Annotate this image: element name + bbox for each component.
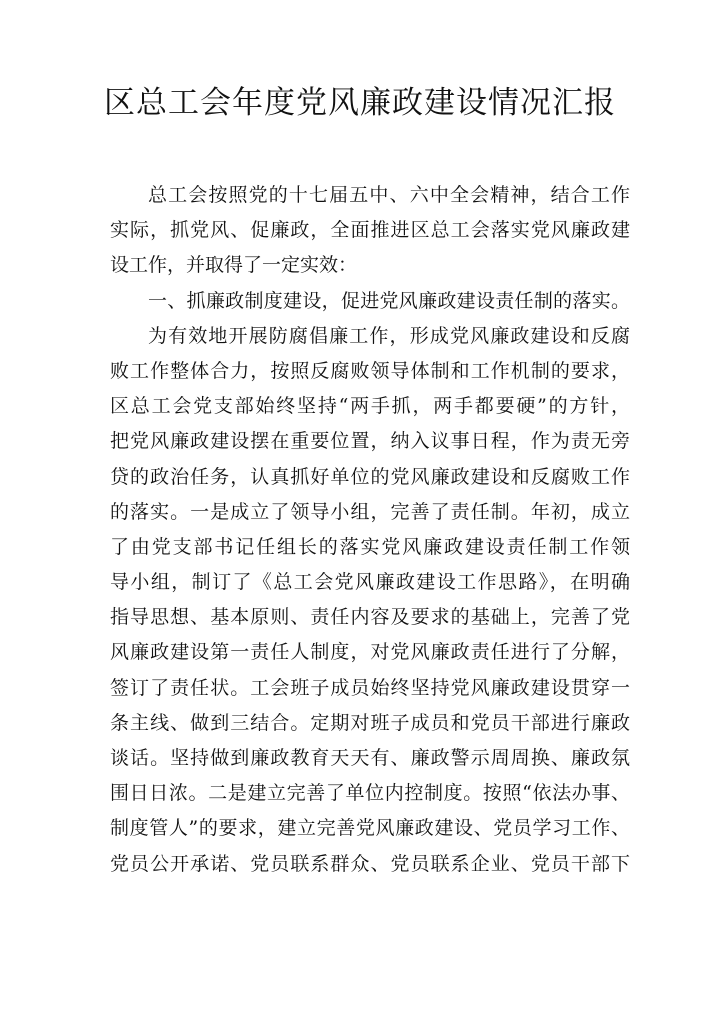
paragraph-line: 总工会按照党的十七届五中、六中全会精神，结合工作 — [148, 184, 630, 206]
paragraph-line: 把党风廉政建设摆在重要位置，纳入议事日程，作为责无旁 — [110, 430, 630, 453]
paragraph-line: 制度管人”的要求，建立完善党风廉政建设、党员学习工作、 — [110, 817, 630, 840]
paragraph-line: 实际，抓党风、促廉政，全面推进区总工会落实党风廉政建 — [110, 219, 630, 242]
paragraph-line: 谈话。坚持做到廉政教育天天有、廉政警示周周换、廉政氛 — [110, 747, 630, 769]
paragraph-line: 围日日浓。二是建立完善了单位内控制度。按照“依法办事、 — [110, 782, 630, 805]
paragraph-line: 的落实。一是成立了领导小组，完善了责任制。年初，成立 — [110, 500, 630, 523]
paragraph-line: 为有效地开展防腐倡廉工作，形成党风廉政建设和反腐 — [148, 324, 630, 347]
document-title: 区总工会年度党风廉政建设情况汇报 — [104, 85, 616, 121]
paragraph-line: 区总工会党支部始终坚持“两手抓，两手都要硬”的方针， — [110, 395, 630, 418]
paragraph-line: 了由党支部书记任组长的落实党风廉政建设责任制工作领 — [110, 535, 630, 558]
paragraph-line: 条主线、做到三结合。定期对班子成员和党员干部进行廉政 — [110, 711, 630, 734]
paragraph-line: 导小组，制订了《总工会党风廉政建设工作思路》，在明确 — [110, 571, 630, 594]
section-heading: 一、抓廉政制度建设，促进党风廉政建设责任制的落实。 — [148, 289, 630, 312]
paragraph-line: 指导思想、基本原则、责任内容及要求的基础上，完善了党 — [110, 606, 630, 629]
document-body — [110, 178, 630, 882]
paragraph-line: 党员公开承诺、党员联系群众、党员联系企业、党员干部下 — [110, 852, 630, 875]
paragraph-line: 设工作，并取得了一定实效： — [110, 254, 358, 277]
paragraph-line: 风廉政建设第一责任人制度，对党风廉政责任进行了分解， — [110, 641, 630, 664]
paragraph-line: 签订了责任状。工会班子成员始终坚持党风廉政建设贯穿一 — [110, 676, 630, 699]
paragraph-line: 贷的政治任务，认真抓好单位的党风廉政建设和反腐败工作 — [110, 465, 630, 488]
paragraph-line: 败工作整体合力，按照反腐败领导体制和工作机制的要求， — [110, 359, 630, 382]
